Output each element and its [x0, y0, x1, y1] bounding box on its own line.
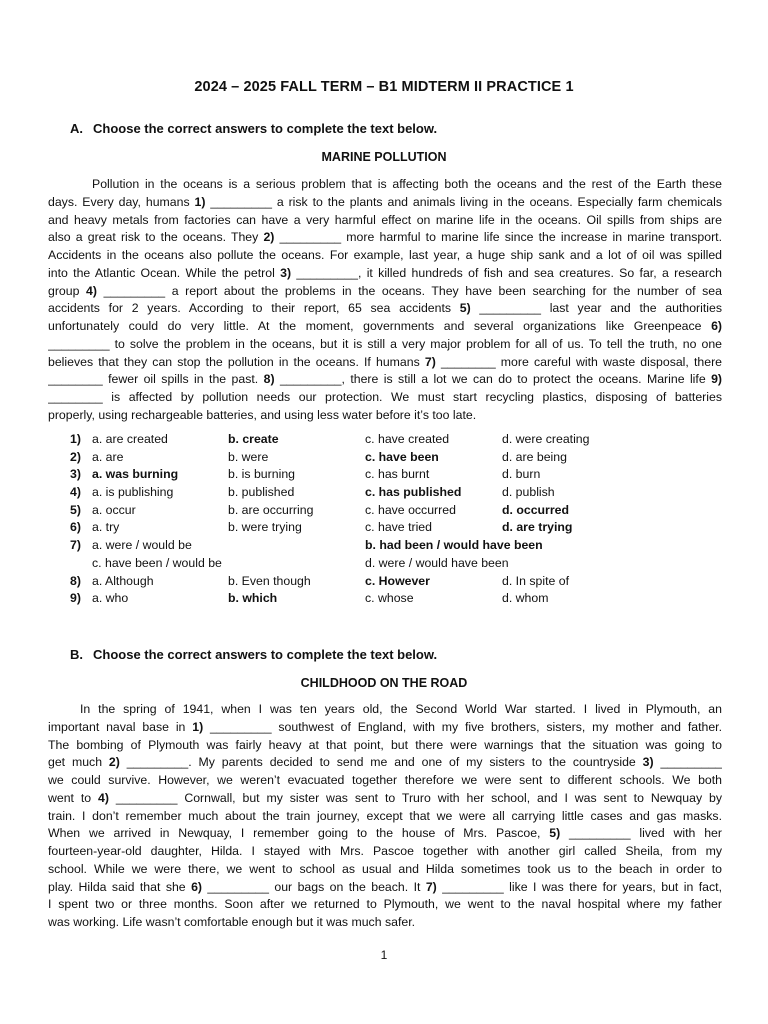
option-d[interactable]: d. were creating: [502, 432, 590, 446]
option-b[interactable]: b. is burning: [228, 467, 295, 482]
blank-number: 6): [191, 879, 202, 894]
passage-text: _________. My parents decided to send me and one of my sisters to the countryside: [119, 755, 643, 770]
blank-number: 8): [263, 372, 275, 387]
question-number: 1): [70, 432, 81, 446]
passage-text: into the Atlantic Ocean. While the petrol: [48, 265, 281, 280]
passage-b-line: [48, 843, 722, 861]
passage-text: ________ more careful with waste disposal, there: [435, 354, 722, 369]
passage-b-line: [48, 896, 722, 914]
option-b[interactable]: b. create: [228, 432, 279, 446]
passage-text: _________ a risk to the plants and animals living in the oceans. Especially farm chemicals: [205, 194, 722, 209]
blank-number: 5): [549, 826, 561, 841]
passage-text: Accidents in the oceans also pollute the oceans. For example, last year, a huge ship sank and a lot of oil was spilled: [48, 248, 722, 262]
option-a[interactable]: a. are created: [92, 432, 168, 446]
passage-text: train. I don’t remember much about the train journey, except that we were all carrying little cases and gas masks.: [48, 808, 722, 823]
option-d[interactable]: d. publish: [502, 485, 555, 500]
blank-number: 3): [642, 755, 654, 770]
question-number: 6): [70, 520, 81, 535]
page-title: 2024 – 2025 FALL TERM – B1 MIDTERM II PRACTICE 1: [194, 79, 574, 95]
blank-number: 2): [263, 230, 275, 245]
blank-number: 4): [86, 283, 97, 298]
option-c[interactable]: c. have created: [365, 432, 450, 446]
option-c[interactable]: b. had been / would have been: [365, 538, 543, 553]
passage-text: When we arrived in Newquay, I remember going to the house of Mrs. Pascoe,: [48, 826, 550, 841]
section-a-heading: MARINE POLLUTION: [321, 150, 447, 164]
question-number: 5): [70, 502, 81, 517]
option-b[interactable]: b. published: [228, 485, 295, 500]
passage-text: _________, there is still a lot we can do to protect the oceans. Marine life: [274, 372, 712, 387]
passage-b-line: [48, 808, 722, 826]
passage-text: days. Every day, humans: [48, 194, 195, 209]
passage-text: also a great risk to the oceans. They: [48, 230, 264, 245]
option-d[interactable]: d. burn: [502, 467, 541, 482]
option-a[interactable]: a. occur: [92, 502, 136, 517]
passage-a-line: [48, 212, 722, 230]
passage-text: fourteen-year-old daughter, Hilda. I stayed with Mrs. Pascoe together with another girl called Sheila, from my: [48, 844, 722, 858]
blank-number: 6): [711, 319, 722, 333]
passage-text: properly, using rechargeable batteries, and using less water before it’s too late.: [48, 407, 477, 422]
passage-a-line: [48, 283, 722, 301]
option-a[interactable]: c. have been / would be: [92, 555, 222, 570]
passage-b-line: [48, 825, 722, 843]
passage-text: ________ is affected by pollution needs our protection. We must start recycling plastics, disposing of batteries: [48, 390, 722, 404]
page-number: 1: [380, 948, 388, 962]
blank-number: 2): [108, 755, 120, 770]
option-a[interactable]: a. who: [92, 591, 129, 606]
option-a[interactable]: a. is publishing: [92, 485, 174, 500]
passage-a-line: [48, 371, 722, 389]
section-a-passage: [48, 176, 722, 425]
passage-a-line: [48, 318, 722, 336]
passage-text: and heavy metals from factories can have a very harmful effect on marine life in the oceans. Oil spills from ships are: [48, 212, 722, 227]
passage-a-line: [48, 354, 722, 372]
blank-number: 9): [711, 372, 722, 387]
passage-a-line: [48, 389, 722, 407]
option-a[interactable]: a. were / would be: [92, 538, 192, 553]
passage-b-line: [48, 719, 722, 737]
passage-a-line: [48, 265, 722, 283]
option-d[interactable]: d. occurred: [502, 502, 569, 517]
passage-b-line: [48, 914, 722, 932]
passage-a-line: [48, 336, 722, 354]
section-b-passage: [48, 701, 722, 932]
section-a-letter: A.: [70, 121, 83, 136]
option-c[interactable]: c. has burnt: [365, 467, 430, 482]
option-b[interactable]: b. Even though: [228, 573, 311, 588]
passage-a-line: [48, 176, 722, 194]
question-number: 3): [70, 467, 81, 482]
question-number: 9): [70, 591, 81, 606]
section-b-instruction-text: Choose the correct answers to complete the text below.: [93, 647, 438, 662]
passage-a-line: [48, 300, 722, 318]
passage-text: believes that they can stop the pollution in the oceans. If humans: [48, 354, 425, 369]
option-d[interactable]: d. are trying: [502, 520, 573, 535]
option-a[interactable]: a. try: [92, 520, 120, 535]
blank-number: 3): [280, 265, 292, 280]
passage-a-line: [48, 229, 722, 247]
question-number: 2): [70, 449, 81, 464]
blank-number: 4): [98, 790, 109, 805]
passage-text: unfortunately could do very little. At the moment, governments and several organizations like Greenpeace: [48, 319, 712, 333]
passage-text: _________ lived with her: [560, 826, 722, 841]
passage-b-line: [48, 737, 722, 755]
option-a[interactable]: a. Although: [92, 573, 154, 588]
passage-text: Pollution in the oceans is a serious problem that is affecting both the oceans and the rest of the Earth these: [92, 177, 722, 191]
passage-text: _________, it killed hundreds of fish and sea creatures. So far, a research: [291, 265, 722, 280]
option-c[interactable]: c. have tried: [365, 520, 432, 535]
passage-text: school. While we were there, we went to school as usual and Hilda sometimes took us to the beach in order to: [48, 861, 722, 876]
option-a[interactable]: a. are: [92, 449, 124, 464]
passage-text: _________ our bags on the beach. It: [202, 879, 426, 894]
passage-b-line: [48, 754, 722, 772]
option-d[interactable]: d. In spite of: [502, 573, 569, 588]
blank-number: 1): [194, 194, 206, 209]
passage-text: went to: [48, 790, 99, 805]
passage-text: ________ fewer oil spills in the past.: [48, 372, 264, 387]
option-b[interactable]: b. were trying: [228, 520, 302, 535]
option-c[interactable]: c. However: [365, 573, 430, 588]
passage-b-line: [48, 861, 722, 879]
section-a-instruction-text: Choose the correct answers to complete the text below.: [93, 121, 438, 136]
passage-a-line: [48, 407, 722, 425]
option-c[interactable]: c. whose: [365, 591, 414, 606]
option-b[interactable]: b. are occurring: [228, 502, 314, 517]
option-d[interactable]: d. are being: [502, 449, 567, 464]
option-b[interactable]: b. which: [228, 591, 278, 606]
passage-text: _________: [653, 755, 722, 770]
question-number: 8): [70, 573, 81, 588]
question-number: 4): [70, 485, 81, 500]
passage-text: _________ to solve the problem in the oceans, but it is still a very major problem for all of us. To tell the truth, no one: [48, 336, 722, 351]
question-number: 7): [70, 538, 81, 553]
passage-a-line: [48, 247, 722, 265]
blank-number: 1): [192, 719, 204, 734]
option-c[interactable]: c. has published: [365, 485, 462, 500]
passage-a-line: [48, 194, 722, 212]
option-a[interactable]: a. was burning: [92, 467, 179, 482]
blank-number: 7): [425, 879, 437, 894]
passage-text: accidents for 2 years. According to their report, 65 sea accidents: [48, 301, 460, 316]
passage-b-line: [48, 701, 722, 719]
passage-text: _________ southwest of England, with my five brothers, sisters, my mother and father.: [203, 719, 722, 734]
passage-text: _________ a report about the problems in the oceans. They have been searching for the number of sea: [96, 283, 722, 298]
passage-text: _________ last year and the authorities: [470, 301, 722, 316]
passage-text: _________ Cornwall, but my sister was sent to Truro with her school, and I was sent to Newquay by: [108, 790, 722, 805]
passage-text: was working. Life wasn’t comfortable enough but it was much safer.: [48, 915, 416, 929]
section-b-instruction: [70, 647, 437, 662]
passage-text: play. Hilda said that she: [48, 879, 192, 894]
option-d[interactable]: d. whom: [502, 591, 549, 606]
passage-text: _________ like I was there for years, but in fact,: [436, 879, 722, 894]
passage-text: The bombing of Plymouth was fairly heavy at that point, but there were warnings that the situation was going to: [48, 737, 722, 752]
section-a-instruction: [70, 121, 437, 136]
passage-b-line: [48, 772, 722, 790]
passage-text: group: [48, 283, 87, 298]
option-c[interactable]: c. have occurred: [365, 502, 456, 517]
passage-text: _________ more harmful to marine life since the increase in marine transport.: [274, 230, 722, 245]
passage-text: get much: [48, 755, 109, 770]
passage-text: In the spring of 1941, when I was ten years old, the Second World War started. I lived in Plymouth, an: [80, 702, 722, 716]
option-c[interactable]: c. have been: [365, 449, 439, 464]
passage-b-line: [48, 790, 722, 808]
section-b-letter: B.: [70, 647, 83, 662]
blank-number: 7): [424, 354, 436, 369]
passage-text: important naval base in: [48, 719, 193, 734]
section-b-heading: CHILDHOOD ON THE ROAD: [300, 676, 468, 690]
option-b[interactable]: b. were: [228, 449, 269, 464]
passage-text: we could survive. However, we weren’t evacuated together therefore we were sent to different schools. We both: [48, 773, 722, 787]
passage-b-line: [48, 879, 722, 897]
option-c[interactable]: d. were / would have been: [365, 555, 509, 570]
passage-text: I spent two or three months. Soon after we returned to Plymouth, we went to the naval hospital where my father: [48, 897, 722, 912]
blank-number: 5): [459, 301, 471, 316]
